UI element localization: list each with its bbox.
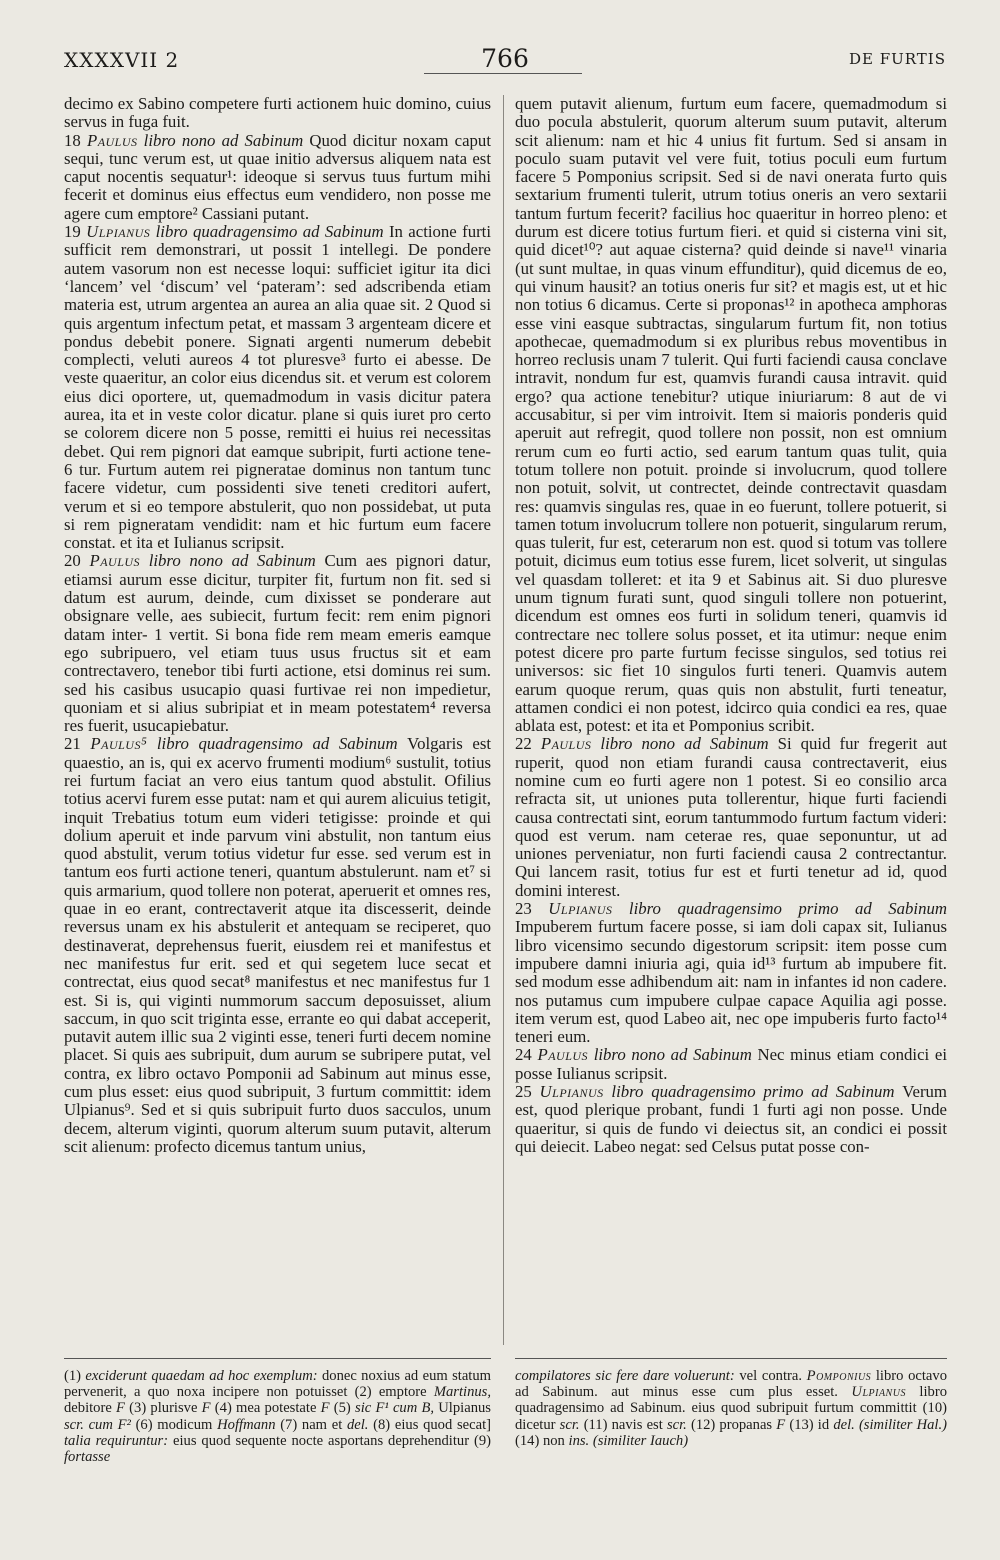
page-number-rule	[424, 73, 582, 74]
text-run: (5)	[329, 1400, 356, 1417]
source-lemma: del.	[346, 1416, 369, 1433]
text-run: Nec minus etiam condici ei posse Iulianus scripsit.	[515, 1045, 947, 1083]
text-run: (12) propanas	[686, 1416, 777, 1433]
text-run: (7) nam et	[275, 1416, 347, 1433]
jurist-name: Paulus	[89, 551, 141, 571]
book-title-reference: XXXXVII 2	[64, 48, 180, 72]
source-lemma: Martinus,	[433, 1384, 491, 1401]
source-lemma: scr.	[559, 1416, 580, 1433]
text-run: Ulpianus	[438, 1400, 491, 1417]
source-lemma: sic F¹ cum B,	[355, 1400, 439, 1417]
source-lemma: libro quadragensimo primo ad Sabinum	[603, 1082, 903, 1102]
text-run: In actione furti sufficit rem demonstrari, ut possit 1 intellegi. De pondere autem vasorum non est necesse loqui: sufficiet igitur ita dici ‘lancem’ vel ‘discum’ vel ‘pateram’: sed adscribenda etiam materia est, utrum argentea an aurea an alia quae sit. 2 Quod si quis argentum infectum petat, et massam 3 argenteam dicere et pondus debebit ponere. Signati argenti numerum debebit complecti, veluti aureos 4 tot pluresve³ furto ei abesse. De veste quaeritur, an color eius dicendus sit. et verum est colorem eius dici oportere, ut, quemadmodum in vasis dicitur patera aurea, ita et in veste color dicatur. plane si quis iuret pro certo se colorem dicere non 5 posse, remitti ei huius rei necessitas debet. Qui rem pignori dat eamque subripit, furti actione tene- 6 tur. Furtum autem rei pigneratae dominus non tantum tunc facere videtur, cum possidenti sive teneti creditori aufert, verum et si eo tempore abstulerit, quo non possidebat, ut puta si rem pigneratam vendidit: nam et hic furtum eum facere constat. et ita et Iulianus scripsit.	[64, 222, 491, 553]
left-column-text	[64, 95, 491, 1156]
text-run: Verum est, quod plerique probant, fundi 1 furti agi non posse. Unde quaeritur, si quis de fundo vi deiectus sit, an condici ei possit qui deiecit. Labeo negat: sed Celsus putat posse con-	[515, 1082, 947, 1156]
jurist-name: Ulpianus	[548, 899, 613, 919]
jurist-name: Paulus	[540, 734, 592, 754]
text-run: (1)	[64, 1368, 86, 1384]
footnotes-left-text	[64, 1368, 491, 1465]
text-run: debitore	[64, 1400, 117, 1417]
text-run: donec noxius ad eum statum pervenerit, a quo noxa incipere non potuisset (2) emptore	[64, 1368, 491, 1401]
source-lemma: del. (similiter Hal.)	[833, 1416, 947, 1433]
text-run: libro octavo ad Sabinum. aut minus esse cum plus esset.	[515, 1368, 947, 1401]
source-lemma: libro quadragensimo ad Sabinum	[147, 734, 408, 754]
source-lemma: talia requiruntur:	[64, 1432, 174, 1449]
source-lemma: F	[776, 1416, 786, 1433]
source-lemma: F	[116, 1400, 125, 1417]
section-title: DE FURTIS	[848, 50, 946, 68]
source-lemma: scr.	[666, 1416, 687, 1433]
source-lemma: exciderunt quaedam ad hoc exemplum:	[85, 1368, 322, 1384]
source-lemma: scr. cum F²	[64, 1416, 131, 1433]
page-number: 766	[481, 44, 529, 73]
text-run: 20	[64, 551, 90, 571]
right-column-text	[515, 95, 947, 1156]
text-run: 21	[64, 734, 91, 754]
source-lemma: libro nono ad Sabinum	[591, 734, 778, 754]
text-run: libro quadragensimo ad Sabinum. eius quod subripuit furtum committit (10) dicetur	[515, 1384, 947, 1433]
source-lemma: libro nono ad Sabinum	[137, 130, 310, 150]
source-lemma: compilatores sic fere dare voluerunt:	[515, 1368, 740, 1384]
jurist-name: Paulus⁵	[90, 734, 148, 754]
source-lemma: fortasse	[64, 1449, 111, 1466]
footnotes-right	[515, 1368, 947, 1449]
left-column	[64, 95, 491, 1156]
jurist-name: Ulpianus	[851, 1384, 906, 1401]
source-lemma: libro quadragensimo primo ad Sabinum	[612, 899, 947, 919]
text-run: (13) id	[785, 1416, 834, 1433]
source-lemma: libro nono ad Sabinum	[140, 551, 325, 571]
text-run: Quod dicitur noxam caput sequi, tunc verum est, ut quae initio adversus aliquem nata est caput nocentis sequatur¹: ideoque si servus tuus furtum mihi fecerit et dominus eius effectus eum vendidero, non posse me agere cum emptore² Cassiani putant.	[64, 130, 491, 223]
jurist-name: Paulus	[537, 1045, 589, 1065]
source-lemma: F	[201, 1400, 211, 1417]
footnotes-right-text	[515, 1368, 947, 1449]
text-run: 18	[64, 130, 87, 150]
source-lemma: Hoffmann	[217, 1416, 276, 1433]
text-run: quem putavit alienum, furtum eum facere, quemadmodum si duo pocula abstulerit, quorum alterum suum putavit, alterum scit alienum: nam et hic 4 unius fit furtum. Sed si ansam in poculo suam putavit vel vere fuit, totius poculi eum furtum facere 5 Pomponius scripsit. Sed si de navi onerata furto quis sextarium frumenti tulerit, utrum totius oneris an vero sextarii tantum furtum fecerit? facilius hoc quaeritur in horreo pleno: et durum est dicere totius furtum fieri. et quid si cisterna vini sit, quid dicet¹⁰? aut aquae cisterna? quid deinde si nave¹¹ vinaria (ut sunt multae, in quas vinum effunditur), quid dicemus de eo, qui vinum hausit? an totius oneris fur sit? et magis est, ut et hic non totius 6 dicamus. Certe si proponas¹² in apotheca amphoras esse vini easque subtractas, singularum furtum fit, non totius apothecae, quemadmodum si ex pluribus rebus moventibus in horreo reclusis unam 7 tulerit. Qui furti faciendi causa conclave intravit, nondum fur est, quamvis furandi causa intravit. quid ergo? qua actione tenebitur? utique iniuriarum: 8 aut de vi accusabitur, si per vim introivit. Item si maioris ponderis quid aperuit aut refregit, quod tollere non possit, non est omnium rerum cum eo furti actio, sed earum tantum quas tulit, quia totum tollere non potuit. proinde si involucrum, quod tollere non potuit, solvit, ut contrectet, deinde contrectavit quasdam res: quamvis singulas res, quae in eo fuerunt, tollere potuerit, si tamen totum involucrum tollere non potuerit, singularum rerum, quas tulerit, fur est, ceterarum non est. quod si totum vas tollere potuit, dicimus eum totius esse furem, licet solverit, ut singulas vel quasdam tolleret: et ita 9 et Sabinus ait. Si duo pluresve unum tignum furati sunt, quod singuli tollere non potuerint, dicendum est omnes eos furti in solidum teneri, quamvis id contrectare nec tollere solus posset, et ita utimur: neque enim potest dicere pro parte furtum fecisse singulos, sed totius rei universos: sic fiet 10 singulos furti teneri. Quamvis autem earum quoque rerum, quas quis non abstulit, furti teneatur, attamen condici ei non potest, idcirco quia condici ea res, quae ablata est, potest: et ita et Pomponius scribit.	[515, 94, 947, 736]
text-run: 25	[515, 1082, 540, 1102]
text-run: Impuberem furtum facere posse, si iam doli capax sit, Iulianus libro vicensimo secundo digestorum scripsit: item posse cum impubere damni iniuria agi, quia id¹³ furtum ab impubere fit. sed modum esse adhibendum ait: nam in infantes id non cadere. nos putamus cum impubere culpae capace Aquilia agi posse. item verum est, quod Labeo ait, nec ope impuberis furto facto¹⁴ teneri eum.	[515, 917, 947, 1047]
text-run: (14) non	[515, 1432, 569, 1449]
jurist-name: Ulpianus	[539, 1082, 604, 1102]
column-divider	[503, 95, 504, 1345]
source-lemma: ins. (similiter Iauch)	[568, 1432, 689, 1449]
text-run: 24	[515, 1045, 538, 1065]
text-run: 23	[515, 899, 549, 919]
source-lemma: libro quadragensimo ad Sabinum	[150, 222, 389, 242]
text-run: (11) navis est	[579, 1416, 667, 1433]
text-run: Volgaris est quaestio, an is, qui ex acervo frumenti modium⁶ sustulit, totius rei furtum faciat an vero eius tantum quod abstulit. Ofilius totius acervi furem esse putat: nam et qui aurem alicuius tetigit, inquit Trebatius totum eum videri tetigisse: proinde et qui dolium aperuit et inde parvum vini abstulit, non tantum eius quod abstulit, verum totius videtur fur esse. sed verum est in tantum eos furti actione teneri, quantum abstulerunt. nam et⁷ si quis armarium, quod tollere non poterat, aperuerit et omnes res, quae in eo erant, contrectaverit atque ita discesserit, deinde reversus unam ex his abstulerit et antequam se reciperet, quo destinaverat, deprehensus fuerit, eiusdem rei et manifestus et nec manifestus fur erit. sed et qui segetem luce secat et contrectat, eius quod secat⁸ manifestus et nec manifestus fur 1 est. Si is, qui viginti nummorum saccum deposuisset, alium saccum, in quo scit triginta esse, errante eo qui dabat acceperit, putavit autem illic sua 2 viginti esse, teneri furti decem nomine placet. Si quis aes subripuit, dum aurum se subripere putat, vel contra, ex libro octavo Pomponii ad Sabinum aut minus esse, cum plus esset: eius quod subripuit, 3 furtum committit: idem Ulpianus⁹. Sed et si quis subripuit furto duos sacculos, unum decem, alterum viginti, quorum alterum suum putavit, alterum scit alienum: profecto dicemus tantum unius,	[64, 734, 492, 1156]
running-head	[64, 44, 946, 74]
text-run: 19	[64, 222, 87, 242]
source-lemma: libro nono ad Sabinum	[588, 1045, 758, 1065]
footnote-rule-left	[64, 1358, 491, 1359]
jurist-name: Paulus	[86, 130, 138, 150]
text-run: (4) mea potestate	[210, 1400, 321, 1417]
source-lemma: F	[320, 1400, 330, 1417]
text-run: Cum aes pignori datur, etiamsi aurum esse dicitur, turpiter fit, furtum non fit. sed si datum est aurum, deinde, cum dixisset se ponderare aut obsignare velle, aes subiecit, furtum fecit: rem enim pignori datam inter- 1 vertit. Si bona fide rem meam emeris eamque ego subripuero, vel etiam tuus usus fructus sit et eam contrectavero, tenebor tibi furti actione, etsi dominus rei sum. sed his casibus usucapio quasi furtivae rei non impedietur, quoniam et si alius subripiat et in meam potestatem⁴ reversa res fuerit, usucapiebatur.	[64, 551, 491, 736]
footnotes-left	[64, 1368, 491, 1465]
text-run: decimo ex Sabino competere furti actionem huic domino, cuius servus in fuga fuit.	[64, 94, 491, 132]
right-column	[515, 95, 947, 1156]
text-run: (8) eius quod secat]	[368, 1416, 491, 1433]
jurist-name: Pomponius	[806, 1368, 872, 1384]
text-run: (6) modicum	[130, 1416, 218, 1433]
text-run: eius quod sequente nocte asportans deprehenditur (9)	[173, 1432, 491, 1449]
jurist-name: Ulpianus	[86, 222, 151, 242]
footnote-rule-right	[515, 1358, 947, 1359]
text-run: (3) plurisve	[124, 1400, 202, 1417]
text-run: 22	[515, 734, 541, 754]
text-run: Si quid fur fregerit aut ruperit, quod non etiam furandi causa contrectaverit, eius nomine cum eo furti agere non 1 potest. Si eo consilio arca refracta sit, ut uniones puta tollerentur, hique furti faciendi causa contrectati sint, eorum tantummodo furtum factum videri: quod est verum. nam ceterae res, quae seponuntur, ut ad uniones perveniatur, non furti faciendi causa 2 contrectantur. Qui lancem rasit, totius fur est et furti tenetur ad id, quod domini interest.	[515, 734, 947, 900]
text-run: vel contra.	[739, 1368, 807, 1384]
